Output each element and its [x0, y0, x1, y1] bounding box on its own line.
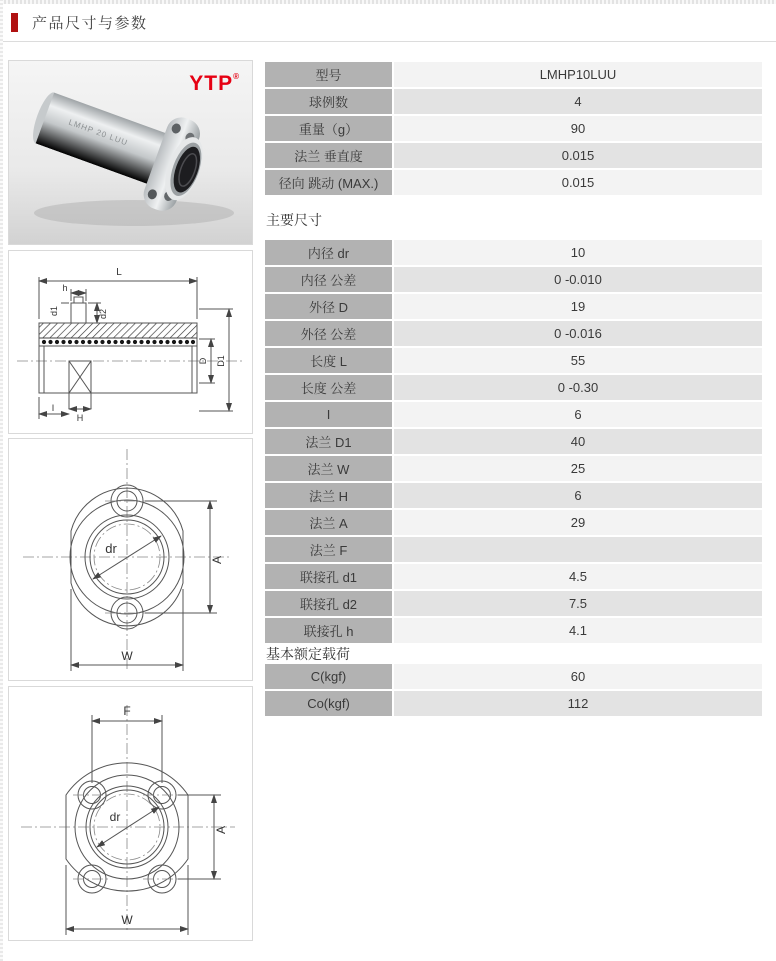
dim-label-W2: W [121, 913, 133, 927]
spec-value: 90 [394, 116, 762, 141]
image-column [8, 60, 253, 941]
spec-label: Co(kgf) [265, 691, 392, 716]
load-ratings-table [265, 664, 762, 716]
spec-label: 联接孔 d1 [265, 564, 392, 589]
section-heading-load-ratings: 基本额定载荷 [266, 646, 350, 662]
spec-value: 112 [394, 691, 762, 716]
spec-row [265, 664, 762, 689]
spec-label: 重量（g） [265, 116, 392, 141]
spec-value: 40 [394, 429, 762, 454]
spec-label: 外径 D [265, 294, 392, 319]
spec-label: 联接孔 d2 [265, 591, 392, 616]
spec-row [265, 456, 762, 481]
spec-label: 型号 [265, 62, 392, 87]
dim-label-d2: d2 [98, 308, 108, 320]
spec-value: 6 [394, 402, 762, 427]
spec-value: 0 -0.016 [394, 321, 762, 346]
drawing-cross-section [8, 250, 253, 434]
spec-row [265, 321, 762, 346]
section-heading-main-dimensions: 主要尺寸 [266, 212, 322, 228]
spec-row [265, 429, 762, 454]
spec-value: 6 [394, 483, 762, 508]
spec-row [265, 267, 762, 292]
spec-label: 法兰 D1 [265, 429, 392, 454]
spec-value: 25 [394, 456, 762, 481]
spec-label: 内径 公差 [265, 267, 392, 292]
spec-label: 法兰 垂直度 [265, 143, 392, 168]
square-flange-svg [9, 687, 252, 940]
cross-section-svg [9, 251, 252, 433]
spec-row [265, 618, 762, 643]
spec-row [265, 483, 762, 508]
section-header [3, 4, 776, 42]
spec-value: LMHP10LUU [394, 62, 762, 87]
spec-label: I [265, 402, 392, 427]
spec-row [265, 170, 762, 195]
dim-label-d1: d1 [49, 305, 59, 317]
dim-label-L: L [116, 267, 122, 278]
spec-label: C(kgf) [265, 664, 392, 689]
registered-mark: ® [233, 72, 240, 81]
spec-label: 法兰 F [265, 537, 392, 562]
spec-label: 法兰 A [265, 510, 392, 535]
main-dimensions-table [265, 240, 762, 643]
ytp-logo: YTP® [189, 72, 240, 95]
spec-row [265, 348, 762, 373]
dim-label-D: D [198, 357, 208, 365]
dim-label-dr: dr [105, 541, 117, 556]
dim-label-h: h [62, 283, 68, 293]
spec-label: 内径 dr [265, 240, 392, 265]
dim-label-I: I [51, 403, 55, 413]
drawing-oval-flange-front [8, 438, 253, 681]
spec-row [265, 375, 762, 400]
dim-label-W: W [121, 649, 133, 663]
dim-label-dr2: dr [109, 810, 121, 824]
spec-value: 0.015 [394, 143, 762, 168]
spec-label: 长度 公差 [265, 375, 392, 400]
spec-label: 球例数 [265, 89, 392, 114]
spec-value: 60 [394, 664, 762, 689]
spec-row [265, 691, 762, 716]
spec-value: 4.1 [394, 618, 762, 643]
spec-value: 4 [394, 89, 762, 114]
oval-flange-svg [9, 439, 252, 680]
spec-value: 10 [394, 240, 762, 265]
spec-value: 29 [394, 510, 762, 535]
spec-value [394, 537, 762, 562]
spec-label: 径向 跳动 (MAX.) [265, 170, 392, 195]
product-photo [8, 60, 253, 245]
spec-value: 4.5 [394, 564, 762, 589]
spec-label: 长度 L [265, 348, 392, 373]
engraving-text: LMHP 20 LUU [67, 117, 130, 148]
spec-value: 0.015 [394, 170, 762, 195]
dim-label-A: A [210, 555, 224, 565]
spec-row [265, 537, 762, 562]
spec-label: 联接孔 h [265, 618, 392, 643]
spec-value: 0 -0.010 [394, 267, 762, 292]
spec-row [265, 294, 762, 319]
spec-row [265, 89, 762, 114]
spec-column [265, 62, 762, 718]
spec-row [265, 402, 762, 427]
basic-spec-table [265, 62, 762, 195]
spec-row [265, 240, 762, 265]
spec-label: 外径 公差 [265, 321, 392, 346]
spec-row [265, 564, 762, 589]
spec-value: 7.5 [394, 591, 762, 616]
dim-label-D1: D1 [216, 355, 226, 367]
spec-row [265, 62, 762, 87]
title-accent-bar [11, 13, 18, 32]
spec-row [265, 591, 762, 616]
spec-row [265, 143, 762, 168]
spec-row [265, 510, 762, 535]
dim-label-H: H [76, 413, 84, 423]
dim-label-A2: A [214, 825, 228, 835]
spec-label: 法兰 W [265, 456, 392, 481]
spec-row [265, 116, 762, 141]
spec-value: 55 [394, 348, 762, 373]
spec-label: 法兰 H [265, 483, 392, 508]
page-title: 产品尺寸与参数 [32, 15, 148, 32]
spec-value: 0 -0.30 [394, 375, 762, 400]
spec-value: 19 [394, 294, 762, 319]
dim-label-F: F [123, 704, 131, 718]
page-edge-texture-left [0, 0, 3, 961]
drawing-square-flange-front [8, 686, 253, 941]
